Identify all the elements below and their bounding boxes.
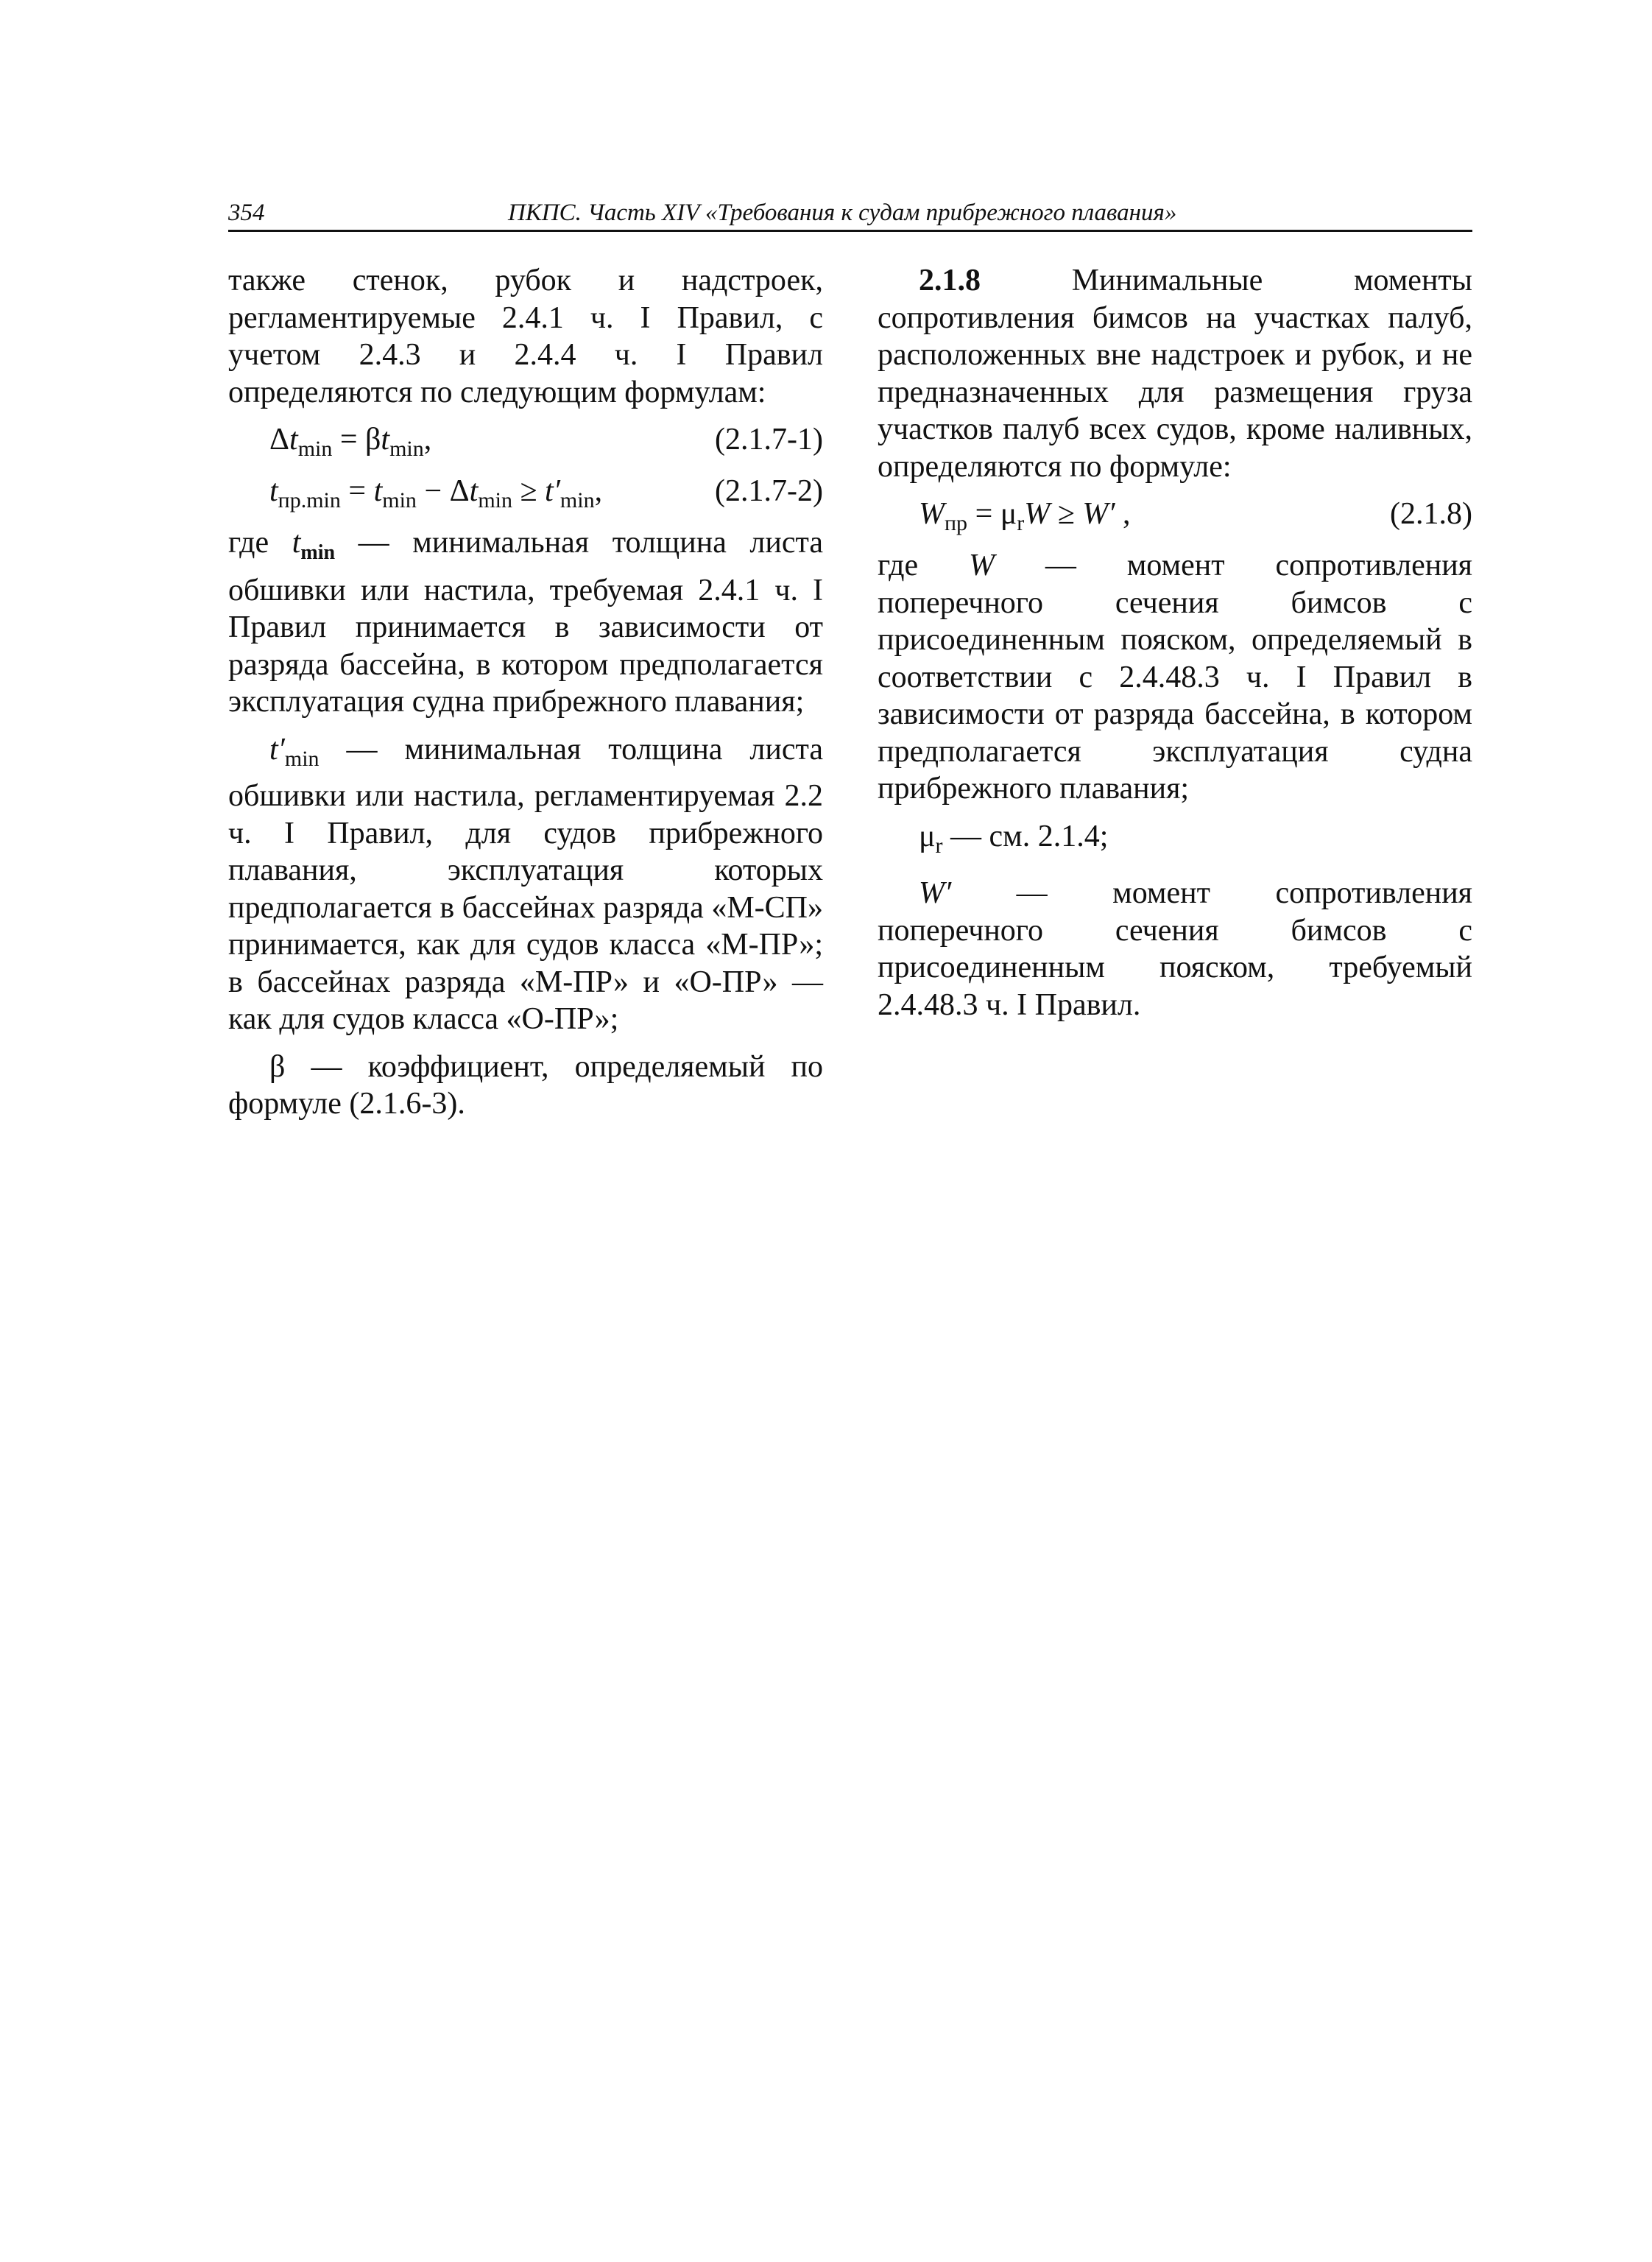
equation-2-1-7-2 bbox=[228, 473, 823, 518]
right-column bbox=[878, 262, 1472, 1034]
equation-2-1-8-number: (2.1.8) bbox=[1390, 497, 1472, 531]
definition-tprime-min: $t'_{min}$ — минимальная толщина листа обшивки или настила, регламентируемая 2.2 ч. I Правил, для судов прибрежного плавания, эксплуатация которых предполагается в бассейнах разряда «М-СП» принимается, как для судов класса «М-ПР»; в бассейнах разряда «М-ПР» и «О-ПР» — как для судов класса «О-ПР»; bbox=[228, 732, 823, 1036]
equation-2-1-7-1 bbox=[228, 421, 823, 467]
equation-2-1-8 bbox=[878, 496, 1472, 541]
definition-W: где W — момент сопротивления поперечного сечения бимсов с присоединенным пояском, определяемый в соответствии с 2.4.48.3 ч. I Правил в зависимости от разряда бассейна, в котором предполагается эксплуатация судна прибрежного плавания; bbox=[878, 549, 1472, 806]
definition-beta: β — коэффициент, определяемый по формуле (2.1.6-3). bbox=[228, 1049, 823, 1121]
left-intro-paragraph: также стенок, рубок и надстроек, регламентируемые 2.4.1 ч. I Правил, с учетом 2.4.3 и 2.4.4 ч. I Правил определяются по следующим формулам: bbox=[228, 264, 823, 409]
equation-2-1-7-2-expression: $t_{пр.min} = t_{min} - \Delta t_{min} \ge t'_{min}$, bbox=[269, 474, 603, 512]
equation-2-1-7-1-expression: $\Delta t_{min} = \beta t_{min}$, bbox=[269, 423, 432, 461]
equation-2-1-8-expression: $W_{пр} = \mu_rW \ge W'$ , bbox=[919, 497, 1131, 535]
left-column bbox=[228, 262, 823, 1133]
definition-tmin: где $t_{min}$ — минимальная толщина листа обшивки или настила, требуемая 2.4.1 ч. I Правил принимается в зависимости от разряда бассейна, в котором предполагается эксплуатация судна прибрежного плавания; bbox=[228, 526, 823, 719]
definition-W-prime: W′ — момент сопротивления поперечного сечения бимсов с присоединенным пояском, требуемый 2.4.48.3 ч. I Правил. bbox=[878, 876, 1472, 1022]
equation-2-1-7-1-number: (2.1.7-1) bbox=[715, 423, 823, 457]
running-header bbox=[228, 196, 1472, 232]
page-number: 354 bbox=[228, 200, 265, 226]
section-number: 2.1.8 bbox=[919, 264, 981, 297]
equation-2-1-7-2-number: (2.1.7-2) bbox=[715, 474, 823, 508]
section-2-1-8-paragraph: 2.1.8 Минимальные моменты сопротивления бимсов на участках палуб, расположенных вне надстроек и рубок, и не предназначенных для размещения груза участков палуб всех судов, кроме наливных, определяются по формуле: bbox=[878, 264, 1472, 484]
running-title: ПКПС. Часть XIV «Требования к судам прибрежного плавания» bbox=[508, 200, 1177, 226]
definition-mu-r: $\mu_r$ — см. 2.1.4; bbox=[919, 819, 1109, 858]
